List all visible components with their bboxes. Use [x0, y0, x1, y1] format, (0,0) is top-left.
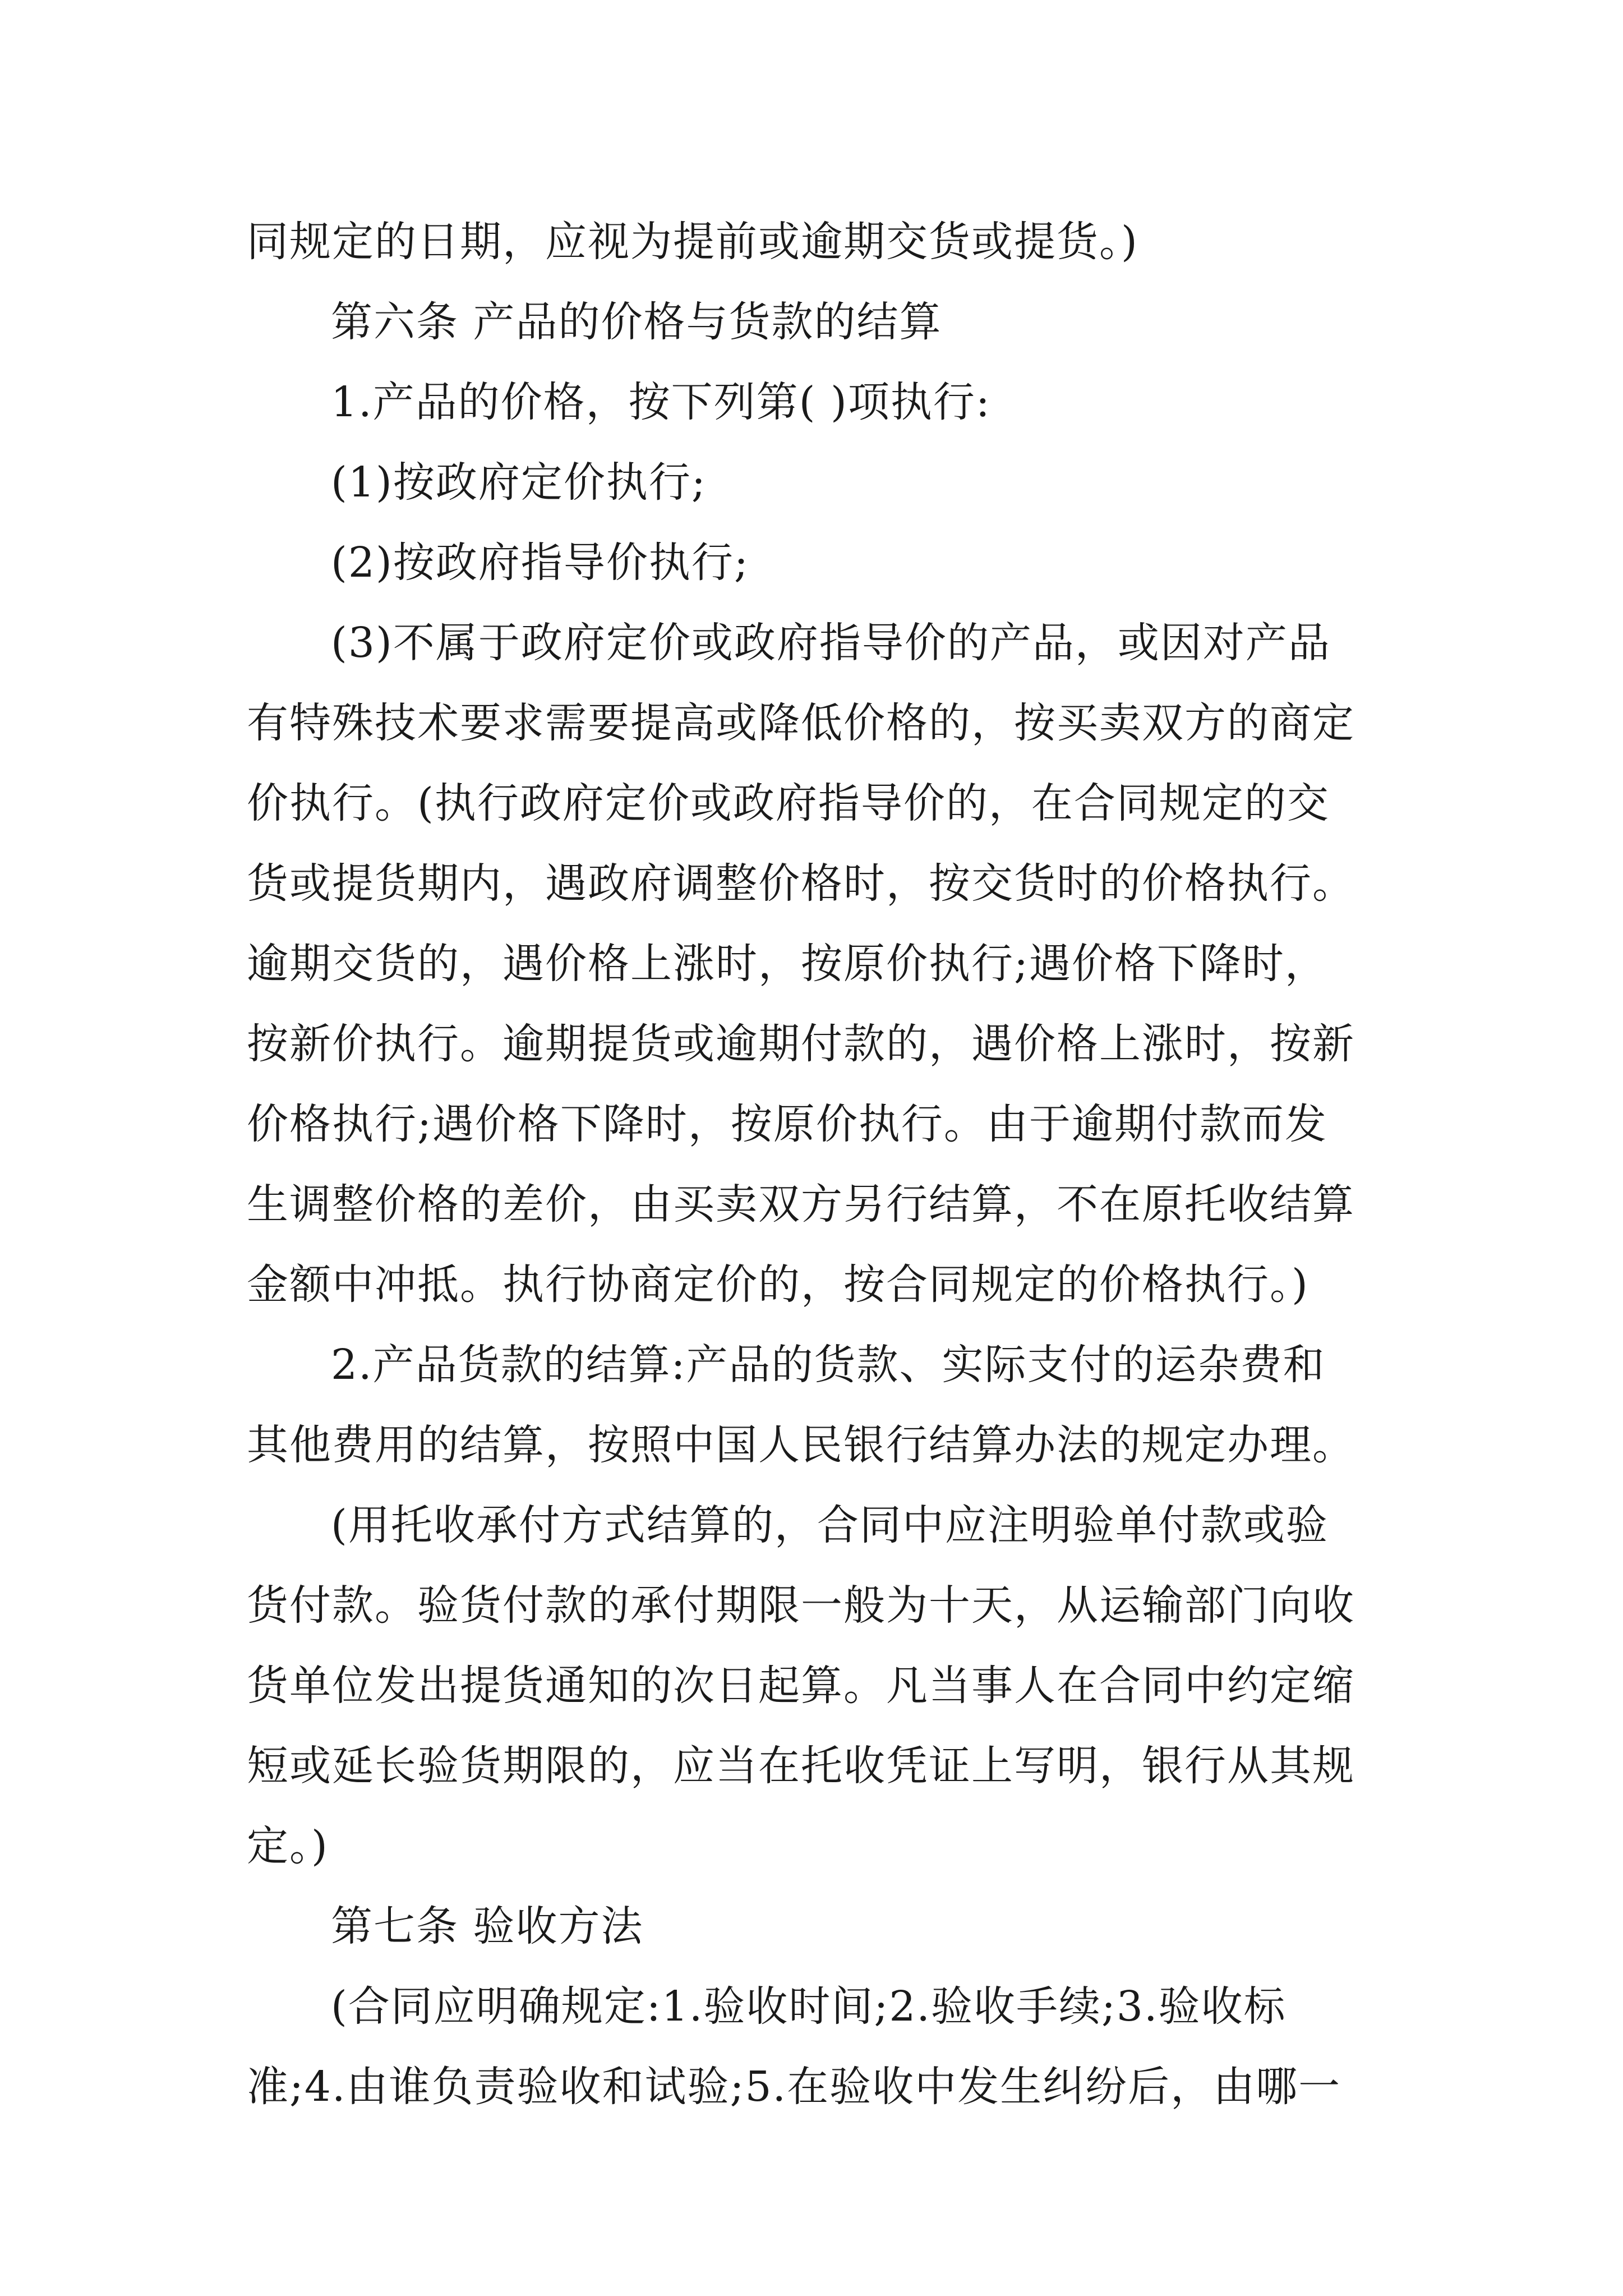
- text-line: (合同应明确规定:1.验收时间;2.验收手续;3.验收标: [331, 1982, 1287, 2031]
- text-line: 同规定的日期，应视为提前或逾期交货或提货。): [247, 218, 1138, 266]
- text-line: (3)不属于政府定价或政府指导价的产品，或因对产品: [331, 619, 1331, 667]
- text-line: 准;4.由谁负责验收和试验;5.在验收中发生纠纷后，由哪一: [247, 2063, 1341, 2111]
- text-line: 1.产品的价格，按下列第( )项执行:: [331, 378, 991, 426]
- text-line: 货单位发出提货通知的次日起算。凡当事人在合同中约定缩: [247, 1662, 1355, 1710]
- article-6-heading: 第六条 产品的价格与货款的结算: [331, 298, 942, 346]
- text-line: 生调整价格的差价，由买卖双方另行结算，不在原托收结算: [247, 1180, 1355, 1228]
- text-line: 短或延长验货期限的，应当在托收凭证上写明，银行从其规: [247, 1742, 1355, 1790]
- text-line: 逾期交货的，遇价格上涨时，按原价执行;遇价格下降时，: [247, 940, 1327, 988]
- text-line: 定。): [247, 1822, 329, 1870]
- text-line: 价格执行;遇价格下降时，按原价执行。由于逾期付款而发: [247, 1100, 1327, 1148]
- text-line: 货付款。验货付款的承付期限一般为十天，从运输部门向收: [247, 1581, 1355, 1630]
- text-line: (1)按政府定价执行;: [331, 458, 707, 507]
- text-line: 有特殊技术要求需要提高或降低价格的，按买卖双方的商定: [247, 699, 1355, 747]
- text-line: 价执行。(执行政府定价或政府指导价的，在合同规定的交: [247, 779, 1330, 827]
- article-7-heading: 第七条 验收方法: [331, 1902, 644, 1950]
- text-line: 按新价执行。逾期提货或逾期付款的，遇价格上涨时，按新: [247, 1020, 1355, 1068]
- document-body: [247, 202, 1391, 2127]
- text-line: 2.产品货款的结算:产品的货款、实际支付的运杂费和: [331, 1341, 1326, 1389]
- text-line: (用托收承付方式结算的，合同中应注明验单付款或验: [331, 1501, 1329, 1549]
- text-line: 货或提货期内，遇政府调整价格时，按交货时的价格执行。: [247, 859, 1355, 908]
- text-line: 其他费用的结算，按照中国人民银行结算办法的规定办理。: [247, 1421, 1355, 1469]
- text-line: 金额中冲抵。执行协商定价的，按合同规定的价格执行。): [247, 1260, 1309, 1309]
- text-line: (2)按政府指导价执行;: [331, 539, 749, 587]
